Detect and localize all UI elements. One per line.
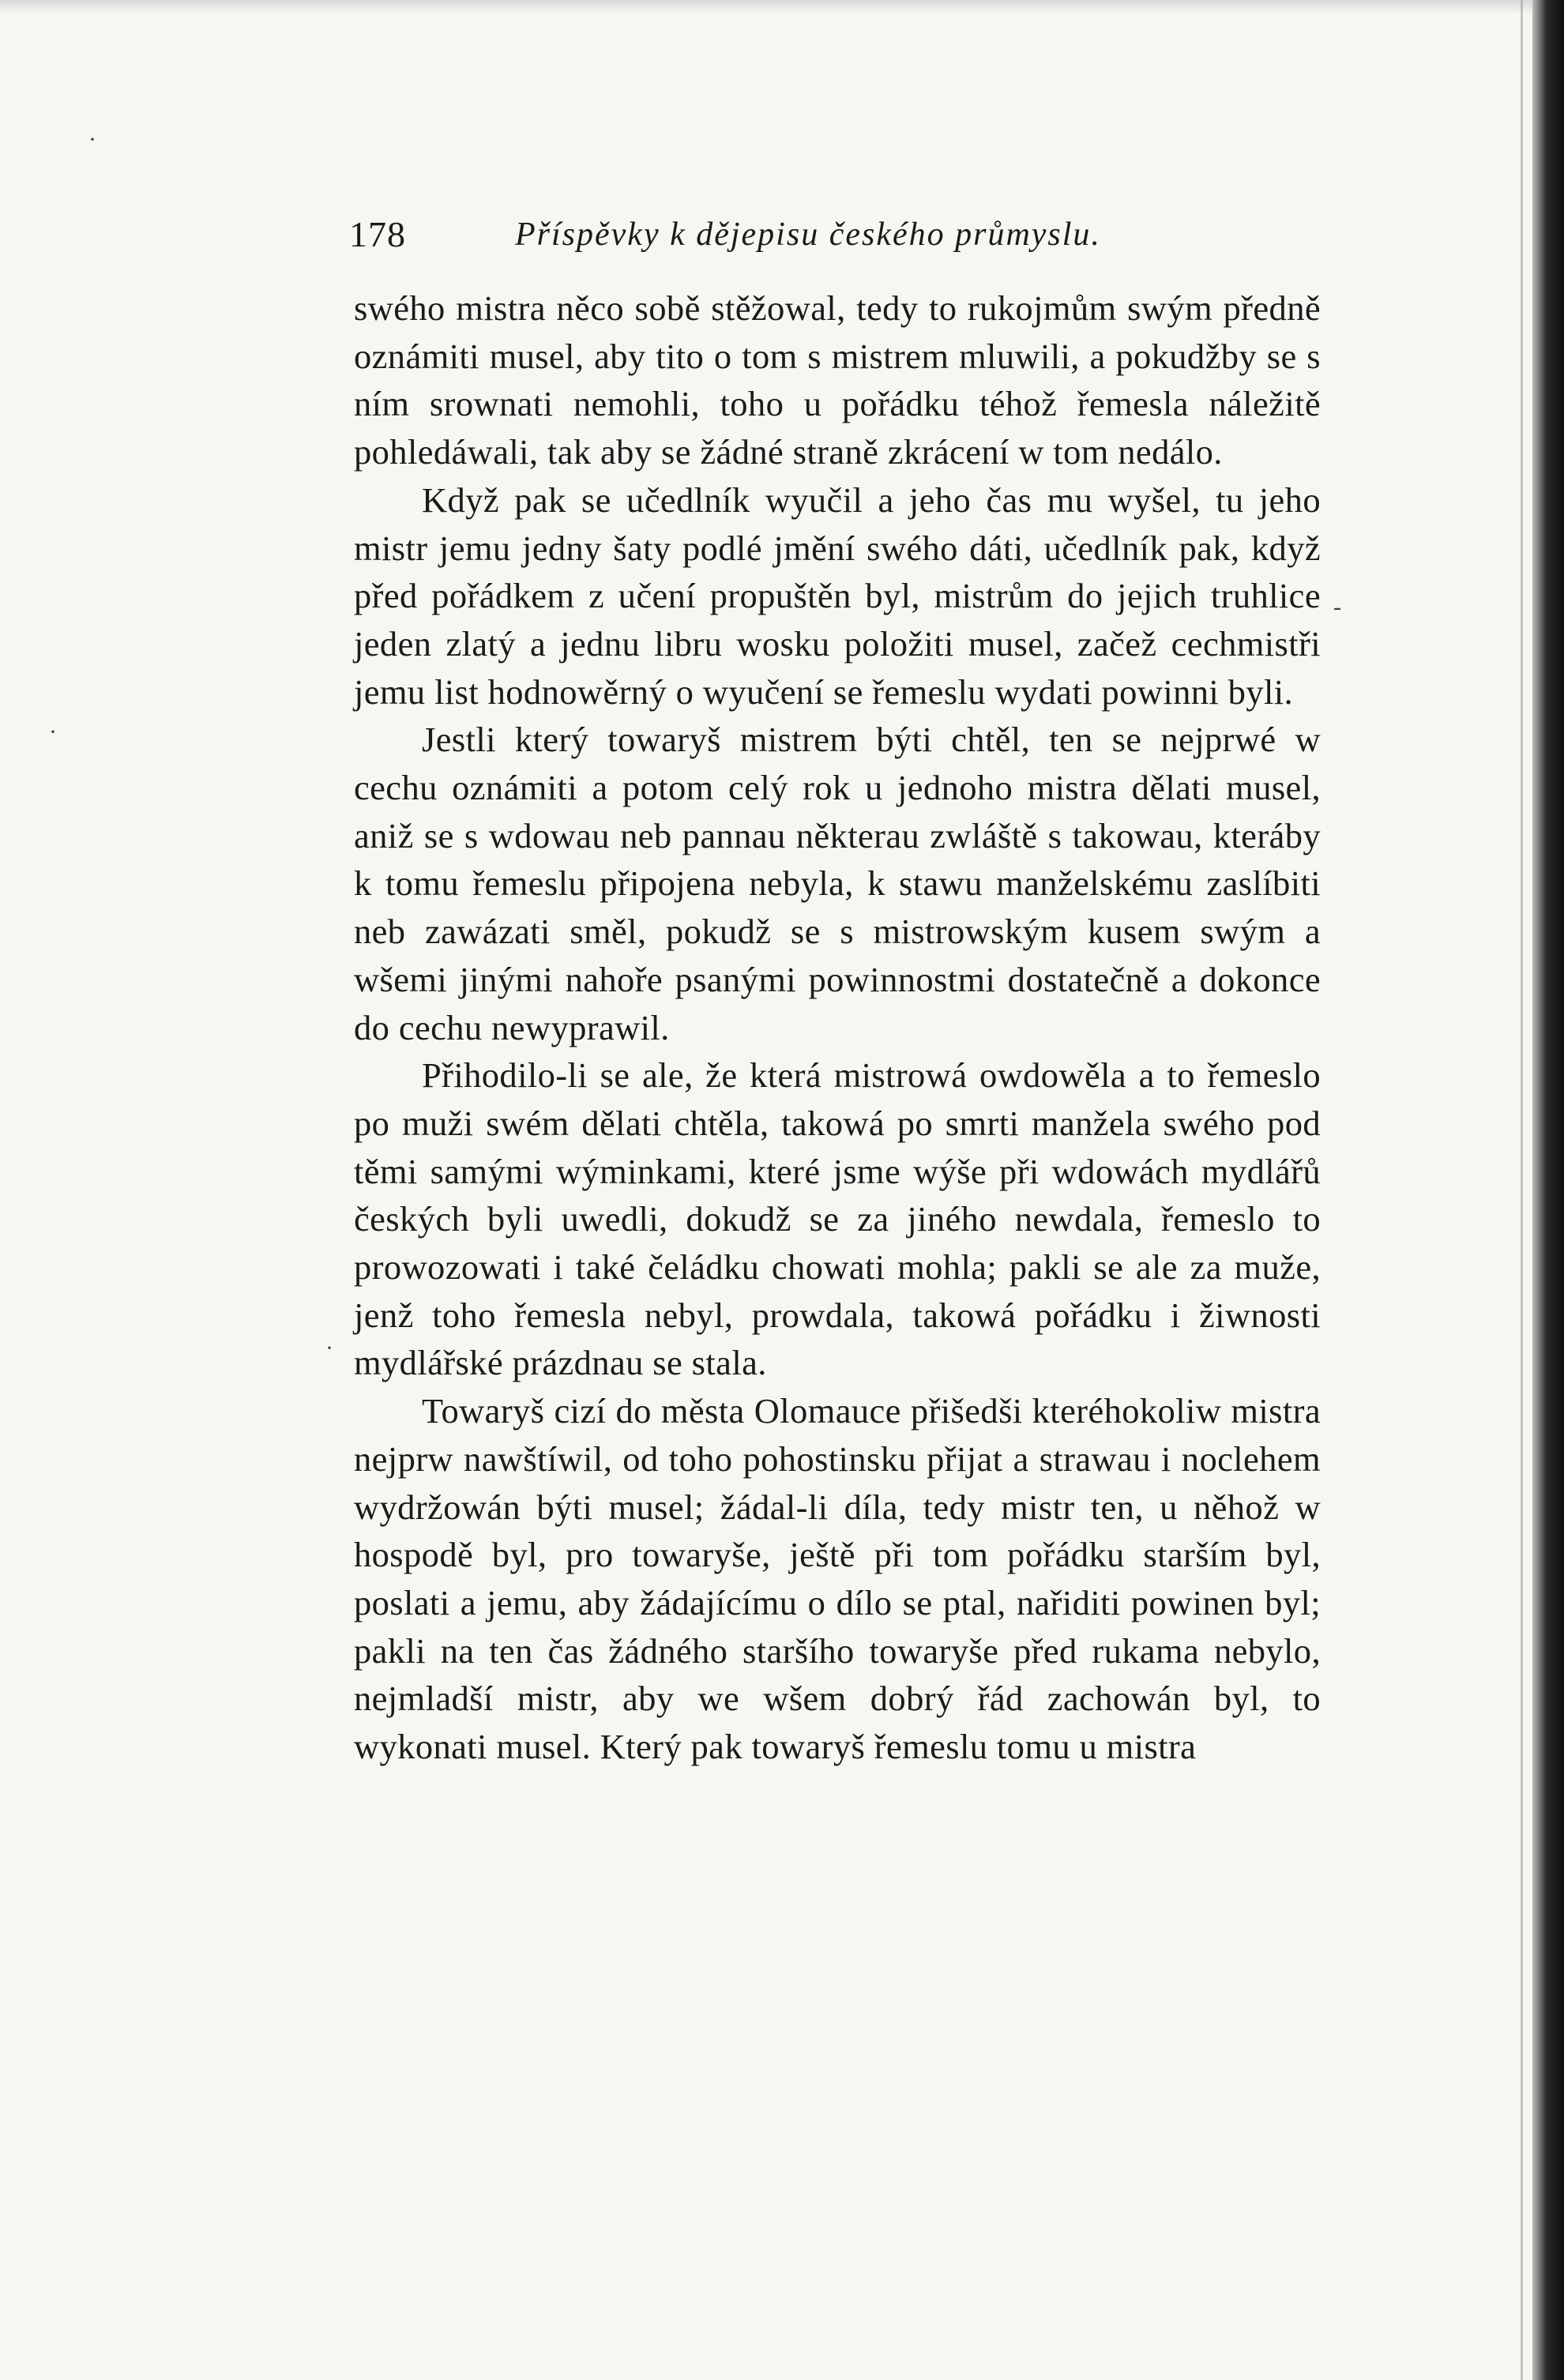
paragraph-5: Towaryš cizí do města Olomauce přišedši kteréhokoliw mistra nejprw nawštíwil, od toho pohostinsku přijat a strawau i noclehem wydržowán býti musel; žádal-li díla, tedy mistr ten, u něhož w hospodě byl, pro towaryše, ještě při tom pořádku starším byl, poslati a jemu, aby žádajícímu o dílo se ptal, nařiditi powinen byl; pakli na ten čas žádného staršího towaryše před rukama nebylo, nejmladší mistr, aby we wšem dobrý řád zachowán byl, to wykonati musel. Který pak towaryš řemeslu tomu u mistra — [354, 1391, 1321, 1767]
margin-speck: - — [1333, 594, 1341, 620]
running-title: Příspěvky k dějepisu českého průmyslu. — [515, 216, 1101, 253]
page-edge-line — [1521, 0, 1523, 2380]
margin-speck: · — [88, 126, 96, 152]
paragraph-4: Přihodilo-li se ale, že která mistrowá owdowěla a to řemeslo po muži swém dělati chtěla, takowá po smrti manžela swého pod těmi samými wýminkami, které jsme wýše při wdowách mydlářů českých byli uwedli, dokudž se za jiného newdala, řemeslo to prowozowati i také čeládku chowati mohla; pakli se ale za muže, jenž toho řemesla nebyl, prowdala, takowá pořádku i žiwnosti mydlářské prázdnau se stala. — [354, 1055, 1321, 1383]
scan-edge-shadow — [1532, 0, 1564, 2380]
margin-speck: · — [49, 719, 57, 745]
body-text — [354, 284, 1321, 1771]
scan-top-streak — [0, 0, 1532, 14]
paragraph-1: swého mistra něco sobě stěžowal, tedy to rukojmům swým předně oznámiti musel, aby tito o tom s mistrem mluwili, a pokudžby se s ním srownati nemohli, toho u pořádku téhož řemesla náležitě pohledáwali, tak aby se žádné straně zkrácení w tom nedálo. — [354, 288, 1321, 472]
page-header — [349, 207, 1344, 262]
paragraph-2: Když pak se učedlník wyučil a jeho čas mu wyšel, tu jeho mistr jemu jedny šaty podlé jmění swého dáti, učedlník pak, když před pořádkem z učení propuštěn byl, mistrům do jejich truhlice jeden zlatý a jednu libru wosku položiti musel, začež cechmistři jemu list hodnowěrný o wyučení se řemeslu wydati powinni byli. — [354, 479, 1321, 712]
page-number: 178 — [349, 214, 406, 254]
margin-speck: · — [325, 1335, 333, 1361]
paragraph-3: Jestli který towaryš mistrem býti chtěl, ten se nejprwé w cechu oznámiti a potom celý rok u jednoho mistra dělati musel, aniž se s wdowau neb pannau některau zwláště s takowau, kteráby k tomu řemeslu připojena nebyla, k stawu manželskému zaslíbiti neb zawázati směl, pokudž se s mistrowským kusem swým a wšemi jinými nahoře psanými powinnostmi dostatečně a dokonce do cechu newyprawil. — [354, 720, 1321, 1047]
